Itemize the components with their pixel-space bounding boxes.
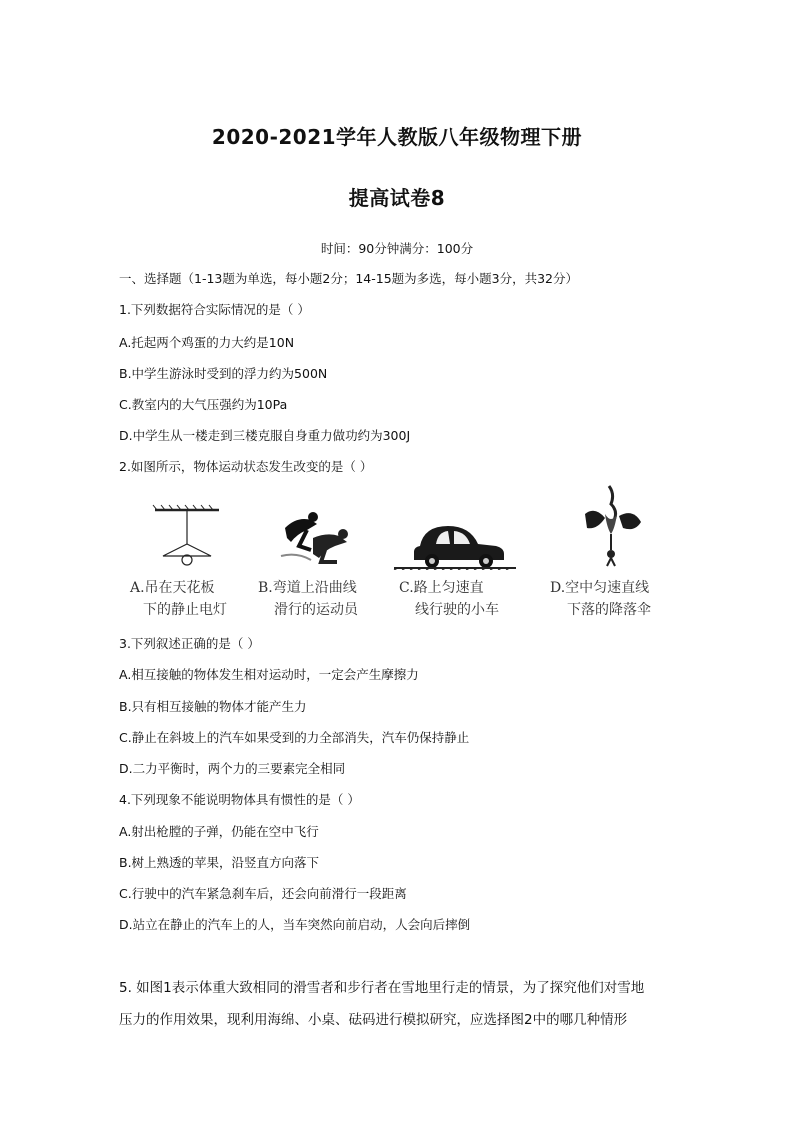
exam-meta: 时间：90分钟满分：100分	[320, 241, 474, 256]
q2-figure	[122, 482, 682, 627]
q2-stem: 2.如图所示，物体运动状态发生改变的是（ ）	[119, 459, 373, 474]
caption-b-line2: 滑行的运动员	[274, 602, 358, 618]
section-heading: 一、选择题（1-13题为单选，每小题2分；14-15题为多选，每小题3分，共32分）	[119, 271, 579, 286]
q4-option-d: D.站立在静止的汽车上的人，当车突然向前启动，人会向后摔倒	[119, 917, 471, 932]
q4-stem: 4.下列现象不能说明物体具有惯性的是（ ）	[119, 792, 360, 807]
q3-option-d: D.二力平衡时，两个力的三要素完全相同	[119, 761, 346, 776]
parachute-illustration	[575, 484, 647, 568]
q4-option-a: A.射出枪膛的子弹，仍能在空中飞行	[119, 824, 319, 839]
q5-stem-line2: 压力的作用效果，现利用海绵、小桌、砝码进行模拟研究，应选择图2中的哪几种情形	[119, 1012, 628, 1028]
q4-option-c: C.行驶中的汽车紧急刹车后，还会向前滑行一段距离	[119, 886, 407, 901]
q3-option-a: A.相互接触的物体发生相对运动时，一定会产生摩擦力	[119, 667, 419, 682]
caption-a	[130, 577, 227, 621]
q1-option-d: D.中学生从一楼走到三楼克服自身重力做功约为300J	[119, 428, 411, 443]
q1-option-a: A.托起两个鸡蛋的力大约是10N	[119, 335, 295, 350]
caption-a-line1: A.吊在天花板	[130, 580, 215, 596]
caption-d-line2: 下落的降落伞	[567, 602, 651, 618]
q5-stem-line1: 5. 如图1表示体重大致相同的滑雪者和步行者在雪地里行走的情景，为了探究他们对雪地	[119, 980, 645, 996]
q3-stem: 3.下列叙述正确的是（ ）	[119, 636, 260, 651]
exam-title: 2020-2021学年人教版八年级物理下册	[211, 125, 583, 149]
q3-option-c: C.静止在斜坡上的汽车如果受到的力全部消失，汽车仍保持静止	[119, 730, 470, 745]
caption-b	[258, 577, 358, 621]
caption-c-line1: C.路上匀速直	[399, 580, 484, 596]
car-on-road-illustration	[392, 520, 518, 570]
q3-option-b: B.只有相互接触的物体才能产生力	[119, 699, 307, 714]
caption-d	[550, 577, 651, 621]
q1-option-c: C.教室内的大气压强约为10Pa	[119, 397, 288, 412]
caption-b-line1: B.弯道上沿曲线	[258, 580, 357, 596]
caption-a-line2: 下的静止电灯	[143, 602, 227, 618]
speed-skaters-illustration	[277, 506, 357, 566]
caption-c	[399, 577, 499, 621]
q4-option-b: B.树上熟透的苹果，沿竖直方向落下	[119, 855, 320, 870]
caption-d-line1: D.空中匀速直线	[550, 580, 650, 596]
q1-option-b: B.中学生游泳时受到的浮力约为500N	[119, 366, 328, 381]
caption-c-line2: 线行驶的小车	[415, 602, 499, 618]
exam-subtitle: 提高试卷8	[348, 186, 446, 210]
hanging-lamp-illustration	[147, 504, 227, 566]
q1-stem: 1.下列数据符合实际情况的是（ ）	[119, 302, 310, 317]
